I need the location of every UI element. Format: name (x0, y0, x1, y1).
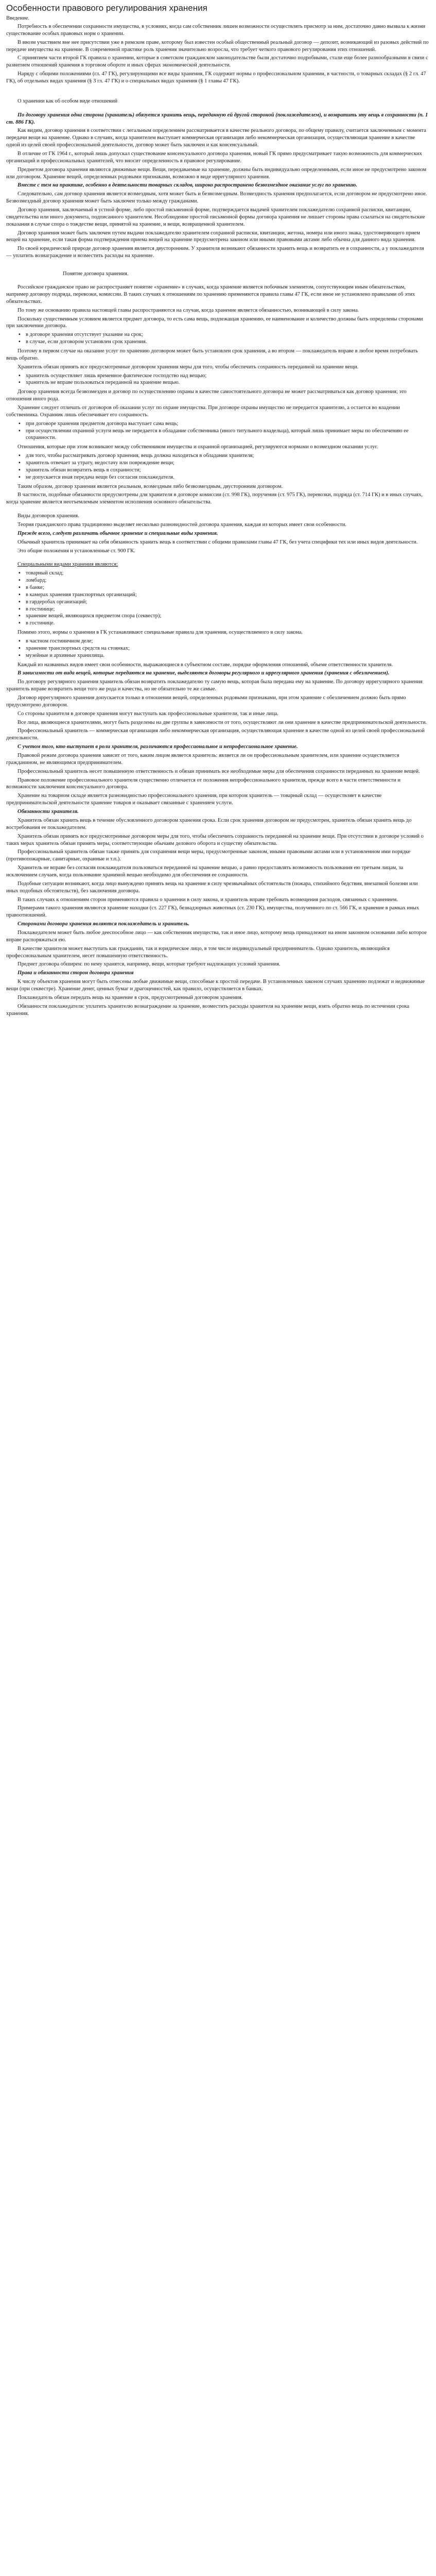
paragraph: Наряду с общими положениями (гл. 47 ГК), регулирующими все виды хранения, ГК содержит нормы о профессиональном хранении, в частности, о товарных складах (§ 2 гл. 47 ГК), об отдельных видах хранения (§ 3 гл. 47 ГК) и о специальных видах хранения (§ 1 главы 47 ГК). (6, 71, 426, 84)
page-title: Особенности правового регулирования хранения (6, 3, 207, 13)
emphasis-paragraph: Права и обязанности сторон договора хранения (18, 970, 134, 976)
paragraph: Правовое положение профессионального хранителя существенно отличается от положения непрофессионального хранителя, прежде всего в части ответственности и возможности заключения консенсуального договора. (6, 777, 400, 790)
list-item: ▪ в гостинице; (26, 606, 429, 613)
paragraph: Договор хранения, заключаемый в устной форме, либо простой письменной форме, подтверждается выдачей хранителем поклажедателю сохранной расписки, квитанции, свидетельства или иного документа, подписанного хранителем. Несоблюдение простой письменной формы договора хранения не лишает стороны права ссылаться на свидетельские показания в случае спора о тождестве вещи, принятой на хранение, и вещи, возвращенной хранителем. (6, 207, 425, 227)
emphasis-paragraph: Сторонами договора хранения являются поклажедатель и хранитель. (18, 921, 189, 927)
list-item: ▪ в гостинице. (26, 620, 429, 627)
list-item: ▪ хранитель осуществляет лишь временное фактическое господство над вещью; (26, 372, 429, 380)
list-intro: Специальными видами хранения являются: (18, 562, 118, 568)
paragraph: Отношения, которые при этом возникают между собственником имущества и охранной организацией, регулируются нормами о возмездном оказании услуг. (18, 444, 378, 450)
paragraph: Это общие положения и установленные ст. 900 ГК. (18, 548, 135, 554)
list-item: ▪ хранение вещей, являющихся предметом спора (секвестр); (26, 613, 429, 620)
paragraph: Предмет договора обширен: по нему хранятся, например, вещи, которые требуют надлежащих условий хранения. (18, 961, 281, 968)
emphasis-paragraph: Вместе с тем на практике, особенно в деятельности товарных складов, широко распространено безвозмездное оказание услуг по хранению. (18, 182, 357, 189)
list-item: ▪ хранитель не вправе пользоваться переданной на хранение вещью. (26, 379, 429, 386)
list-item: ▪ в банке; (26, 584, 429, 591)
section-heading: Виды договоров хранения. (18, 513, 79, 519)
paragraph: В таких случаях к отношениям сторон применяются правила о хранении в силу закона, и хранитель вправе требовать возмещения расходов, связанных с хранением. (18, 896, 398, 903)
list-item: ▪ в случае, если договором установлен срок хранения. (26, 338, 429, 346)
emphasis-paragraph: С учетом того, кто выступает в роли хранителя, различаются профессиональное и непрофессиональное хранение. (18, 744, 298, 750)
list-item: ▪ для того, чтобы рассматривать договор хранения, вещь должна находиться в обладании хранителя; (26, 452, 429, 460)
paragraph: В отличие от ГК 1964 г., который лишь допускал существование консенсуального договора хранения, новый ГК прямо предусматривает такую возможность для коммерческих организаций и профессиональных хранителей, что вносит определенность в правовое регулирование. (6, 151, 422, 164)
list-item: ▪ хранение транспортных средств на стоянках; (26, 645, 429, 652)
paragraph: Потребность в обеспечении сохранности имущества, в условиях, когда сам собственник лишен возможности осуществлять присмотр за ним, достаточно давно вызвала к жизни существование особых правовых норм о хранении. (6, 24, 426, 37)
paragraph: Подобные ситуации возникают, когда лицо вынуждено принять вещь на хранение в силу чрезвычайных обстоятельств (пожара, стихийного бедствия, внезапной болезни или иных подобных обстоятельств), без заключения договора. (6, 880, 418, 894)
paragraph: В ввозм участвием вне нее присутствии уже в римском праве, которому был известен особый общественный реальный договор — депозит, возникающий из разовых действий по передаче имущества на хранение. В современной практике роль хранения значительно возросла, что требует четкого правового регулирования этих отношений. (6, 39, 429, 53)
paragraph: Как видим, договор хранения в соответствии с легальным определением рассматривается в качестве реального договора, по общему правилу, считается заключенным с момента передачи вещи на хранение. Однако в случаях, когда хранителем выступает коммерческая организация либо некоммерческая организация, осуществляющая хранение в качестве одной из целей своей профессиональной деятельности, договор может быть заключен и как консенсуальный. (6, 128, 426, 148)
bullet-list (6, 638, 429, 659)
paragraph: Договор иррегулярного хранения допускается только в отношении вещей, определенных родовыми признаками, при этом хранение с обезличением должно быть прямо предусмотрено договором. (6, 695, 406, 708)
intro-label: Введение. (6, 15, 29, 21)
emphasis-paragraph: Прежде всего, следует различать обычное хранение и специальные виды хранения. (18, 530, 218, 536)
paragraph: Договор хранения всегда безвозмезден и договор по осуществлению охраны в качестве самостоятельного договора не может рассматриваться как договор хранения; это отношения иного рода. (6, 389, 407, 402)
paragraph: Теория гражданского права традиционно выделяет несколько разновидностей договора хранения, каждая из которых имеет свои особенности. (18, 521, 346, 528)
paragraph: Помимо этого, нормы о хранении в ГК устанавливают специальные правила для хранения, осуществляемого в силу закона. (18, 630, 303, 636)
paragraph: Все лица, являющиеся хранителями, могут быть разделены на две группы в зависимости от того, осуществляют ли они хранение в качестве предпринимательской деятельности. (18, 719, 427, 725)
paragraph: Поэтому в первом случае на оказание услуг по хранению договором может быть установлен срок хранения, а во втором — поклажедатель вправе в любое время потребовать вещь обратно. (6, 348, 418, 361)
paragraph: Примерами такого хранения являются хранение находки (ст. 227 ГК), безнадзорных животных (ст. 230 ГК), имущества, полученного по ст. 566 ГК, и хранение в рамках иных правоотношений. (6, 905, 419, 919)
list-item: ▪ музейные и архивные хранилища. (26, 652, 429, 659)
paragraph: По договору регулярного хранения хранитель обязан возвратить поклажедателю ту самую вещь, которая была передана ему на хранение. По договору иррегулярного хранения хранитель вправе возвратить вещи того же рода и качества, но не обязательно те же самые. (6, 679, 423, 692)
paragraph: Поклажедатель обязан передать вещь на хранение в срок, предусмотренный договором хранения. (18, 994, 243, 1001)
paragraph: Следовательно, сам договор хранения является возмездным, хотя может быть и безвозмездным. Возмездность хранения предполагается, если договором не предусмотрено иное. Безвозмездный договор хранения может быть заключен только между гражданами. (6, 191, 427, 205)
paragraph: Профессиональный хранитель — коммерческая организация либо некоммерческая организация, осуществляющая хранение в качестве одной из целей своей профессиональной деятельности. (6, 728, 425, 741)
list-item: ▪ хранитель обязан возвратить вещь в сохранности; (26, 467, 429, 474)
bullet-list (6, 452, 429, 481)
section-note: О хранении как об особом виде отношений (18, 98, 118, 104)
list-item: ▪ в договоре хранения отсутствует указание на срок; (26, 331, 429, 338)
paragraph: Хранитель обязан принять все предусмотренные договором меры для того, чтобы обеспечить сохранность переданной на хранение вещи. При отсутствии в договоре условий о таких мерах хранитель обязан принять меры, соответствующие обычаям делового оборота и существу обязательства. (6, 833, 424, 846)
paragraph: Хранение следует отличать от договоров об оказании услуг по охране имущества. При договоре охраны имущество не передается хранителю, а остается во владении собственника. Охранник лишь обеспечивает его сохранность. (6, 404, 400, 418)
paragraph: Таким образом, договор хранения является реальным, возмездным либо безвозмездным, двусторонним договором. (18, 483, 283, 489)
definition-paragraph: По договору хранения одна сторона (хранитель) обязуется хранить вещь, переданную ей другой стороной (поклажедателем), и возвратить эту вещь в сохранности (п. 1 ст. 886 ГК). (6, 112, 428, 125)
bullet-list (6, 420, 429, 442)
paragraph: Хранение на товарном складе является разновидностью профессионального хранения, при котором хранитель — товарный склад — осуществляет в качестве предпринимательской деятельности хранение товаров и оказывает связанные с хранением услуги. (6, 793, 382, 806)
paragraph: Российское гражданское право не распространяет понятие «хранение» в случаях, когда хранение является побочным элементом, сопутствующим иным обязательствам, например договору подряда, перевозки, комиссии. В таких случаях к отношениям по хранению применяются правила главы 47 ГК, если иное не установлено правилами об этих обязательствах. (6, 284, 415, 304)
emphasis-paragraph: В зависимости от вида вещей, которые передаются на хранение, выделяются договоры регулярного и иррегулярного хранения (хранения с обезличением). (18, 670, 390, 676)
paragraph: Хранитель не вправе без согласия поклажедателя пользоваться переданной на хранение вещью, а равно предоставлять возможность пользования ею третьим лицам, за исключением случаев, когда пользование хранимой вещью необходимо для обеспечения ее сохранности. (6, 865, 404, 878)
list-item: ▪ не допускается иная передача вещи без согласия поклажедателя. (26, 474, 429, 481)
paragraph: Профессиональный хранитель несет повышенную ответственность и обязан принимать все необходимые меры для обеспечения сохранности переданных на хранение вещей. (18, 768, 420, 774)
list-item: ▪ в частном гостиничном деле; (26, 638, 429, 645)
paragraph: Хранитель обязан хранить вещь в течение обусловленного договором хранения срока. Если срок хранения договором не предусмотрен, хранитель обязан хранить вещь до востребования ее поклажедателем. (6, 817, 412, 831)
list-item: ▪ в камерах хранения транспортных организаций; (26, 591, 429, 599)
paragraph: Правовой режим договора хранения зависит от того, каким лицом является хранитель: является ли он профессиональным хранителем, или хранение осуществляется гражданином, не являющимся предпринимателем. (6, 753, 399, 766)
list-item: ▪ ломбард; (26, 577, 429, 584)
bullet-list (6, 331, 429, 346)
paragraph: К числу объектов хранения могут быть отнесены любые движимые вещи, способные к простой передаче. В установленных законом случаях хранению подлежат и недвижимые вещи (при секвестре). Хранение денег, ценных бумаг и драгоценностей, как правило, осуществляется в банках. (6, 979, 425, 992)
bullet-list (6, 372, 429, 387)
paragraph: Договор хранения может быть заключен путем выдачи поклажедателю хранителем сохранной расписки, квитанции, жетона, номера или иного знака, удостоверяющего прием вещей на хранение, если такая форма подтверждения приема вещей на хранение предусмотрена законом или иными правовыми актами либо обычна для данного вида хранения. (6, 230, 420, 243)
paragraph: Хранитель обязан принять все предусмотренные договором хранения меры для того, чтобы обеспечить сохранность переданной на хранение вещи. (18, 364, 359, 370)
section-heading: Понятие договора хранения. (63, 271, 129, 277)
document-page (0, 0, 436, 1029)
list-item: ▪ хранитель отвечает за утрату, недостачу или повреждение вещи; (26, 460, 429, 467)
list-item: ▪ товарный склад; (26, 570, 429, 577)
paragraph: Поклажедателем может быть любое дееспособное лицо — как собственник имущества, так и иное лицо, которому вещь принадлежит на ином законном основании либо которое вправе распоряжаться ею. (6, 929, 427, 943)
paragraph: Профессиональный хранитель обязан также принять для сохранения вещи меры, предусмотренные законом, иными правовыми актами или в установленном ими порядке (противопожарные, санитарные, охранные и т.п.). (6, 849, 411, 862)
list-item: ▪ при договоре хранения предметом договора выступает сама вещь; (26, 420, 429, 428)
bullet-list (6, 570, 429, 627)
paragraph: Обычный хранитель принимает на себя обязанность хранить вещь в соответствии с общими правилами главы 47 ГК, без учета специфики тех или иных видов деятельности. (18, 539, 418, 545)
paragraph: Обязанности поклажедателя: уплатить хранителю вознаграждение за хранение, возместить расходы хранителя на хранение вещи, взять обратно вещь по истечении срока хранения. (6, 1003, 410, 1016)
emphasis-paragraph: Обязанности хранителя. (18, 809, 79, 815)
paragraph: Поскольку существенным условием является предмет договора, то есть сама вещь, подлежащая хранению, ее наименование и количество должны быть определены сторонами при заключении договора. (6, 316, 423, 329)
paragraph: В качестве хранителя может выступать как гражданин, так и юридическое лицо, в том числе индивидуальный предприниматель. Однако хранитель, являющийся профессиональным хранителем, несет повышенную ответственность. (6, 945, 390, 959)
paragraph: С принятием части второй ГК правила о хранении, которые в советском гражданском законодательстве были достаточно подробными, стали еще более разнообразными в связи с развитием отношений хранения в торговом обороте и иных сферах экономической деятельности. (6, 55, 428, 69)
list-item: ▪ при осуществлении охранной услуги вещь не передается в обладание собственника (иного титульного владельца), который лишь принимает меры по обеспечению ее сохранности. (26, 428, 429, 442)
paragraph: Каждый из названных видов имеет свои особенности, выражающиеся в субъектном составе, порядке оформления отношений, объеме ответственности хранителя. (18, 662, 393, 668)
list-item: ▪ в гардеробах организаций; (26, 599, 429, 606)
paragraph: Со стороны хранителя в договоре хранения могут выступать как профессиональные хранители, так и иные лица. (18, 710, 278, 717)
paragraph: В частности, подобные обязанности предусмотрены для хранителя в договоре комиссии (ст. 998 ГК), поручения (ст. 975 ГК), перевозки, подряда (ст. 714 ГК) и в иных случаях, когда хранение является неотъемлемым элементом исполнения основного обязательства. (6, 492, 423, 505)
paragraph: Предметом договора хранения являются движимые вещи. Вещи, передаваемые на хранение, должны быть индивидуально определенными, если иное не предусмотрено законом или договором. Хранение вещей, определенных родовыми признаками, возможно в виде иррегулярного хранения. (6, 166, 427, 180)
paragraph: По тому же основанию правила настоящей главы распространяются на случаи, когда хранение является обязанностью, возникающей в силу закона. (18, 307, 359, 313)
paragraph: По своей юридической природе договор хранения является двусторонним. У хранителя возникают обязанности хранить вещь и возвратить ее в сохранности, а у поклажедателя — уплатить вознаграждение и возместить расходы на хранение. (6, 246, 424, 259)
